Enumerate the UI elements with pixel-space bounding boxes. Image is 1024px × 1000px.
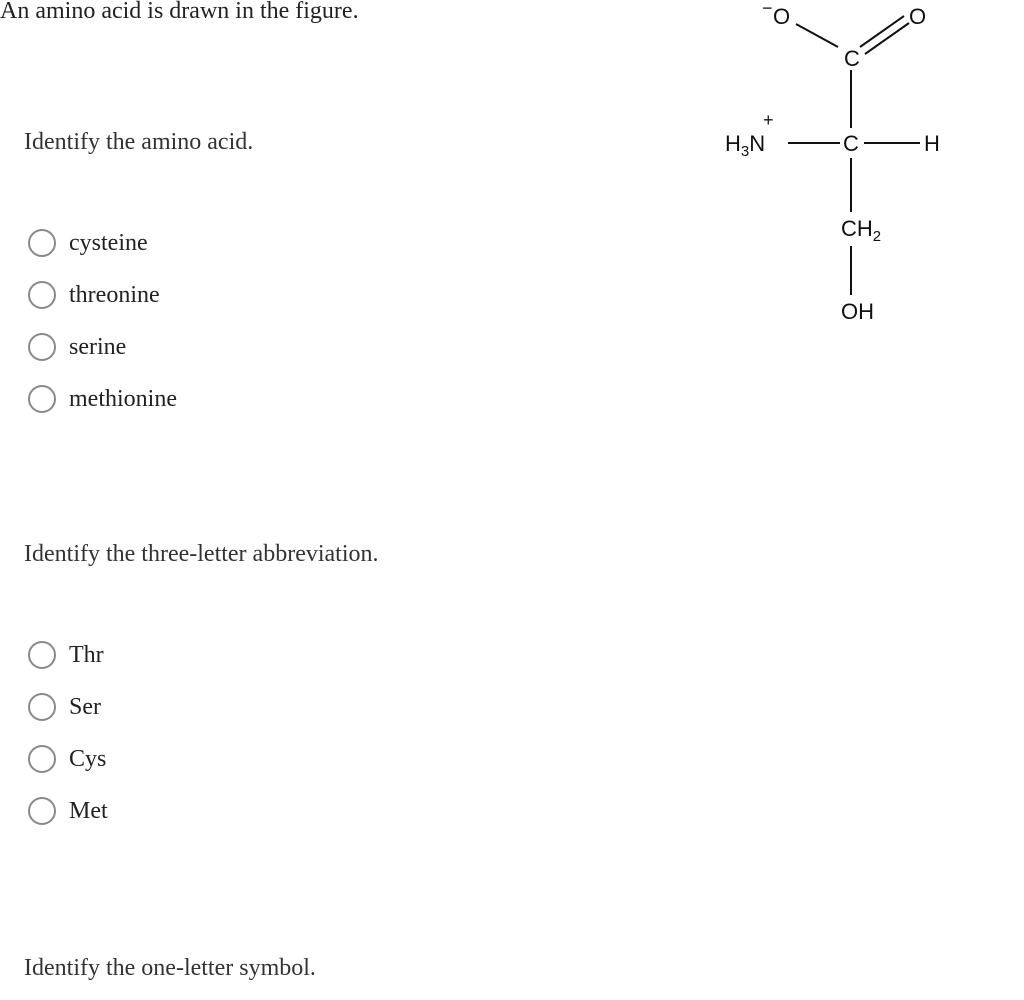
radio-button[interactable]: [28, 333, 56, 361]
q2-option-thr[interactable]: [28, 629, 108, 681]
atom-o-minus: O: [773, 4, 791, 29]
option-label: Cys: [69, 745, 107, 772]
q2-option-cys[interactable]: [28, 733, 108, 785]
option-label: Thr: [69, 641, 104, 668]
bond-c-o-single: [796, 24, 838, 47]
q1-option-serine[interactable]: [28, 321, 177, 373]
atom-ch2: $CH_2$: [841, 216, 882, 245]
question-3-prompt: Identify the one-letter symbol.: [24, 955, 316, 981]
plus-charge: +: [763, 110, 774, 130]
radio-button[interactable]: [28, 281, 56, 309]
question-2-options: [28, 629, 108, 837]
option-label: serine: [69, 333, 127, 360]
radio-button[interactable]: [28, 693, 56, 721]
minus-charge: −: [762, 0, 773, 18]
radio-button[interactable]: [28, 641, 56, 669]
atom-c-carbonyl: C: [844, 46, 860, 71]
question-2-prompt: Identify the three-letter abbreviation.: [24, 541, 379, 567]
option-label: methionine: [69, 385, 177, 412]
amino-acid-structure: [700, 0, 960, 340]
option-label: threonine: [69, 281, 160, 308]
atom-oh: OH: [841, 299, 874, 324]
q1-option-methionine[interactable]: [28, 373, 177, 425]
question-1-options: [28, 217, 177, 425]
radio-button[interactable]: [28, 797, 56, 825]
q2-option-ser[interactable]: [28, 681, 108, 733]
atom-h3n: $H_3N$: [725, 131, 766, 160]
option-label: cysteine: [69, 229, 148, 256]
radio-button[interactable]: [28, 229, 56, 257]
atom-h-alpha: H: [924, 131, 940, 156]
q1-option-cysteine[interactable]: [28, 217, 177, 269]
radio-button[interactable]: [28, 385, 56, 413]
atom-c-alpha: C: [843, 131, 859, 156]
q2-option-met[interactable]: [28, 785, 108, 837]
atom-o-double: O: [909, 4, 927, 29]
question-1-prompt: Identify the amino acid.: [24, 129, 254, 155]
option-label: Met: [69, 797, 108, 824]
option-label: Ser: [69, 693, 101, 720]
intro-text: An amino acid is drawn in the figure.: [0, 0, 359, 24]
q1-option-threonine[interactable]: [28, 269, 177, 321]
radio-button[interactable]: [28, 745, 56, 773]
